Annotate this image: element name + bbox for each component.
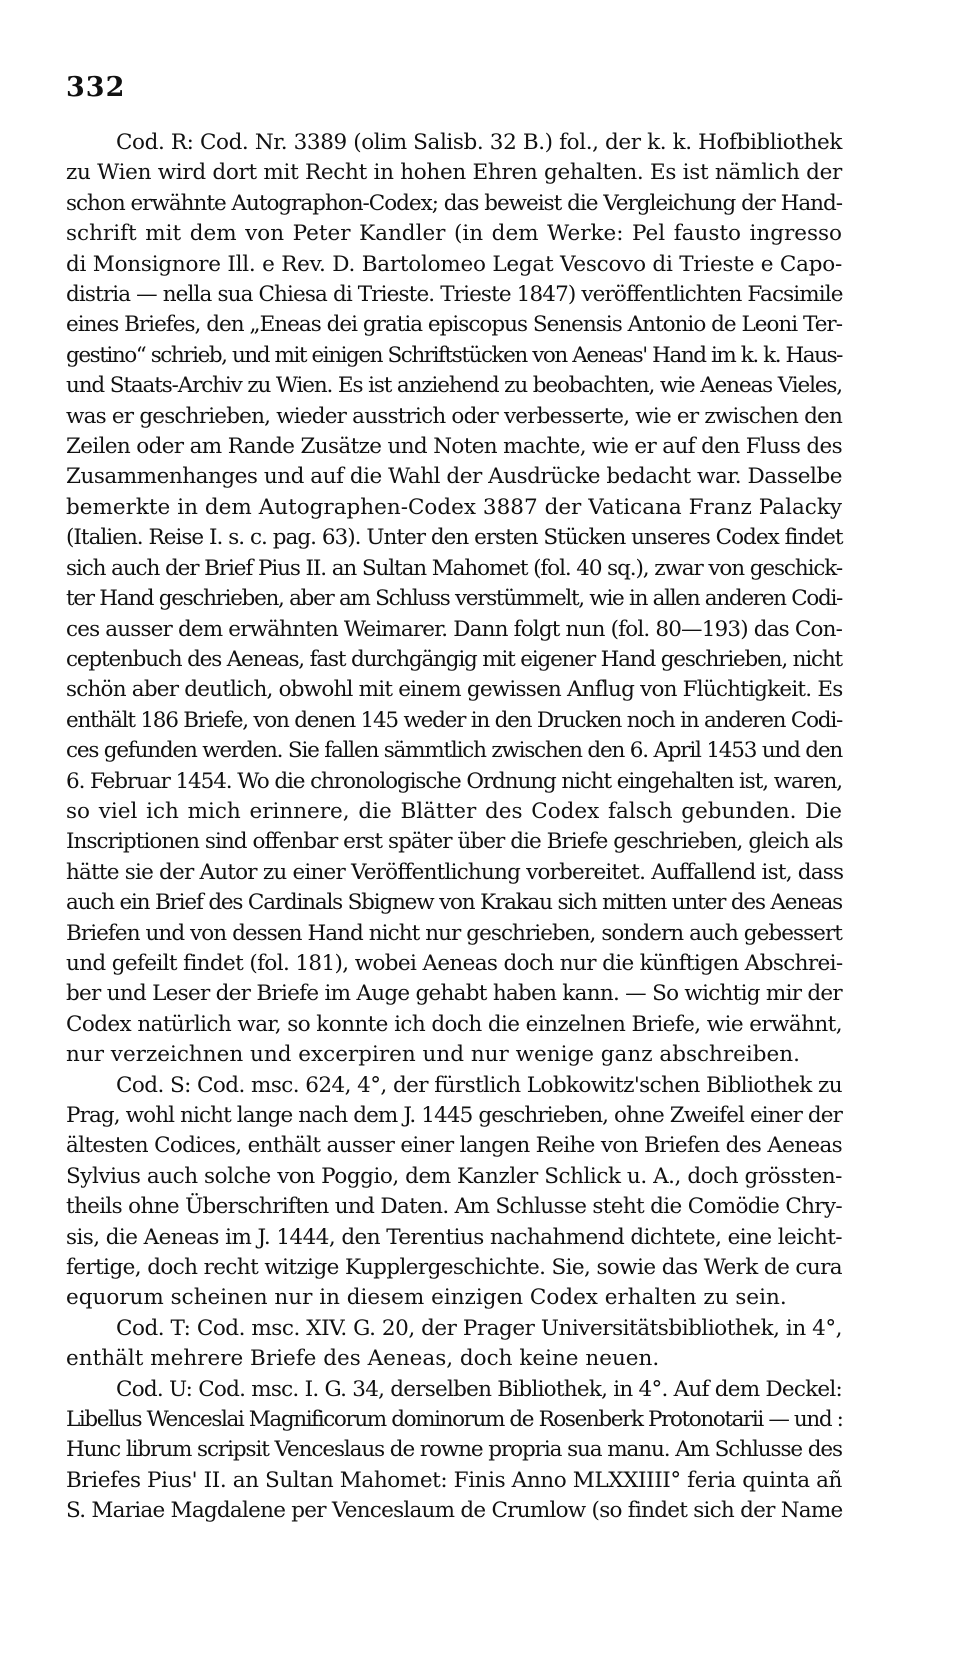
text-line: sich auch der Brief Pius II. an Sultan Mahomet (fol. 40 sq.), zwar von geschick- xyxy=(66,555,842,581)
text-line: sis, die Aeneas im J. 1444, den Terentius nachahmend dichtete, eine leicht- xyxy=(66,1224,842,1250)
text-line: bemerkte in dem Autographen-Codex 3887 der Vaticana Franz Palacky xyxy=(66,494,842,520)
text-line: hätte sie der Autor zu einer Veröffentlichung vorbereitet. Auffallend ist, dass xyxy=(66,859,844,885)
text-line: schrift mit dem von Peter Kandler (in dem Werke: Pel fausto ingresso xyxy=(66,221,842,247)
text-line: eines Briefes, den „Eneas dei gratia episcopus Senensis Antonio de Leoni Ter- xyxy=(66,312,842,338)
paragraph-cod-t xyxy=(66,1314,892,1375)
text-line: Zusammenhanges und auf die Wahl der Ausdrücke bedacht war. Dasselbe xyxy=(66,464,842,490)
text-line: S. Mariae Magdalene per Venceslaum de Crumlow (so findet sich der Name xyxy=(66,1498,843,1524)
text-line: und gefeilt findet (fol. 181), wobei Aeneas doch nur die künftigen Abschrei- xyxy=(66,950,843,976)
text-line: 6. Februar 1454. Wo die chronologische Ordnung nicht eingehalten ist, waren, xyxy=(66,768,843,794)
text-line: Cod. S: Cod. msc. 624, 4°, der fürstlich Lobkowitz'schen Bibliothek zu xyxy=(116,1072,842,1098)
text-line: enthält mehrere Briefe des Aeneas, doch keine neuen. xyxy=(66,1346,660,1372)
text-line: nur verzeichnen und excerpiren und nur wenige ganz abschreiben. xyxy=(66,1042,800,1068)
text-line: enthält 186 Briefe, von denen 145 weder in den Drucken noch in anderen Codi- xyxy=(66,707,842,733)
text-line: ces gefunden werden. Sie fallen sämmtlich zwischen den 6. April 1453 und den xyxy=(66,738,842,764)
text-line: ter Hand geschrieben, aber am Schluss verstümmelt, wie in allen anderen Codi- xyxy=(66,586,842,612)
text-line: Inscriptionen sind offenbar erst später über die Briefe geschrieben, gleich als xyxy=(66,829,843,855)
text-line: fertige, doch recht witzige Kupplergeschichte. Sie, sowie das Werk de cura xyxy=(66,1255,842,1281)
text-line: Briefes Pius' II. an Sultan Mahomet: Finis Anno MLXXIIII° feria quinta añ xyxy=(66,1467,842,1493)
text-line: ber und Leser der Briefe im Auge gehabt haben kann. — So wichtig mir der xyxy=(66,981,842,1007)
text-line: equorum scheinen nur in diesem einzigen Codex erhalten zu sein. xyxy=(66,1285,787,1311)
text-line: Hunc librum scripsit Venceslaus de rowne propria sua manu. Am Schlusse des xyxy=(66,1437,842,1463)
text-line: ältesten Codices, enthält ausser einer langen Reihe von Briefen des Aeneas xyxy=(66,1133,842,1159)
paragraph-cod-r xyxy=(66,128,892,1071)
text-line: schon erwähnte Autographon-Codex; das beweist die Vergleichung der Hand- xyxy=(66,190,842,216)
text-line: ces ausser dem erwähnten Weimarer. Dann folgt nun (fol. 80—193) das Con- xyxy=(66,616,843,642)
text-line: und Staats-Archiv zu Wien. Es ist anziehend zu beobachten, wie Aeneas Vieles, xyxy=(66,373,842,399)
text-line: theils ohne Überschriften und Daten. Am Schlusse steht die Comödie Chry- xyxy=(66,1194,842,1220)
page-number: 332 xyxy=(66,72,126,103)
text-line: schön aber deutlich, obwohl mit einem gewissen Anflug von Flüchtigkeit. Es xyxy=(66,677,843,703)
text-line: ceptenbuch des Aeneas, fast durchgängig mit eigener Hand geschrieben, nicht xyxy=(66,646,842,672)
text-line: Codex natürlich war, so konnte ich doch die einzelnen Briefe, wie erwähnt, xyxy=(66,1011,842,1037)
text-line: Cod. R: Cod. Nr. 3389 (olim Salisb. 32 B.) fol., der k. k. Hofbibliothek xyxy=(116,130,842,155)
text-line: Sylvius auch solche von Poggio, dem Kanzler Schlick u. A., doch grössten- xyxy=(66,1163,842,1189)
text-line: Cod. U: Cod. msc. I. G. 34, derselben Bibliothek, in 4°. Auf dem Deckel: xyxy=(116,1376,842,1402)
text-line: was er geschrieben, wieder ausstrich oder verbesserte, wie er zwischen den xyxy=(66,403,842,429)
text-line: Zeilen oder am Rande Zusätze und Noten machte, wie er auf den Fluss des xyxy=(66,434,842,460)
text-line: Briefen und von dessen Hand nicht nur geschrieben, sondern auch gebessert xyxy=(66,920,842,946)
text-line: distria — nella sua Chiesa di Trieste. Trieste 1847) veröffentlichten Facsimile xyxy=(66,282,843,308)
text-line: Prag, wohl nicht lange nach dem J. 1445 geschrieben, ohne Zweifel einer der xyxy=(66,1103,842,1128)
text-line: so viel ich mich erinnere, die Blätter des Codex falsch gebunden. Die xyxy=(66,798,842,824)
text-line: gestino“ schrieb, und mit einigen Schriftstücken von Aeneas' Hand im k. k. Haus- xyxy=(66,342,842,368)
text-line: zu Wien wird dort mit Recht in hohen Ehren gehalten. Es ist nämlich der xyxy=(66,160,842,186)
paragraph-cod-u xyxy=(66,1375,892,1527)
text-line: di Monsignore Ill. e Rev. D. Bartolomeo Legat Vescovo di Trieste e Capo- xyxy=(66,251,842,277)
text-line: (Italien. Reise I. s. c. pag. 63). Unter den ersten Stücken unseres Codex findet xyxy=(66,525,843,551)
body-text xyxy=(66,128,892,1527)
text-line: Libellus Wenceslai Magnificorum dominorum de Rosenberk Protonotarii — und : xyxy=(66,1407,843,1433)
text-line: Cod. T: Cod. msc. XIV. G. 20, der Prager Universitätsbibliothek, in 4°, xyxy=(116,1315,842,1341)
paragraph-cod-s xyxy=(66,1071,892,1314)
text-line: auch ein Brief des Cardinals Sbignew von Krakau sich mitten unter des Aeneas xyxy=(66,890,842,916)
